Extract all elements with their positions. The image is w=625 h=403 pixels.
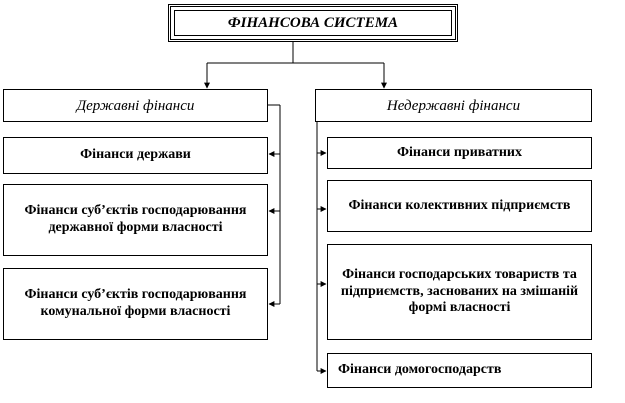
left-item-label: Фінанси держави bbox=[80, 147, 191, 163]
right-item-label: Фінанси господарських товариств та підприємств, заснованих на змішаній формі власності bbox=[340, 266, 579, 316]
right-item-node bbox=[327, 180, 592, 232]
left-item-node bbox=[3, 268, 268, 340]
left-item-label: Фінанси суб’єктів господарювання державної форми власності bbox=[24, 203, 247, 235]
right-branch-node bbox=[315, 89, 592, 122]
left-item-label: Фінанси суб’єктів господарювання комунальної форми власності bbox=[24, 287, 247, 319]
right-item-label: Фінанси приватних bbox=[397, 144, 522, 160]
root-node bbox=[168, 4, 458, 42]
right-branch-label: Недержавні фінанси bbox=[386, 97, 521, 114]
right-item-node bbox=[327, 244, 592, 340]
right-item-label: Фінанси колективних підприємств bbox=[348, 197, 571, 213]
right-item-node bbox=[327, 353, 592, 388]
left-branch-label: Державні фінанси bbox=[76, 97, 195, 114]
right-item-node bbox=[327, 137, 592, 169]
root-label: ФІНАНСОВА СИСТЕМА bbox=[227, 15, 399, 31]
right-item-label: Фінанси домогосподарств bbox=[338, 362, 502, 378]
left-item-node bbox=[3, 184, 268, 256]
left-branch-node bbox=[3, 89, 268, 122]
left-item-node bbox=[3, 137, 268, 174]
